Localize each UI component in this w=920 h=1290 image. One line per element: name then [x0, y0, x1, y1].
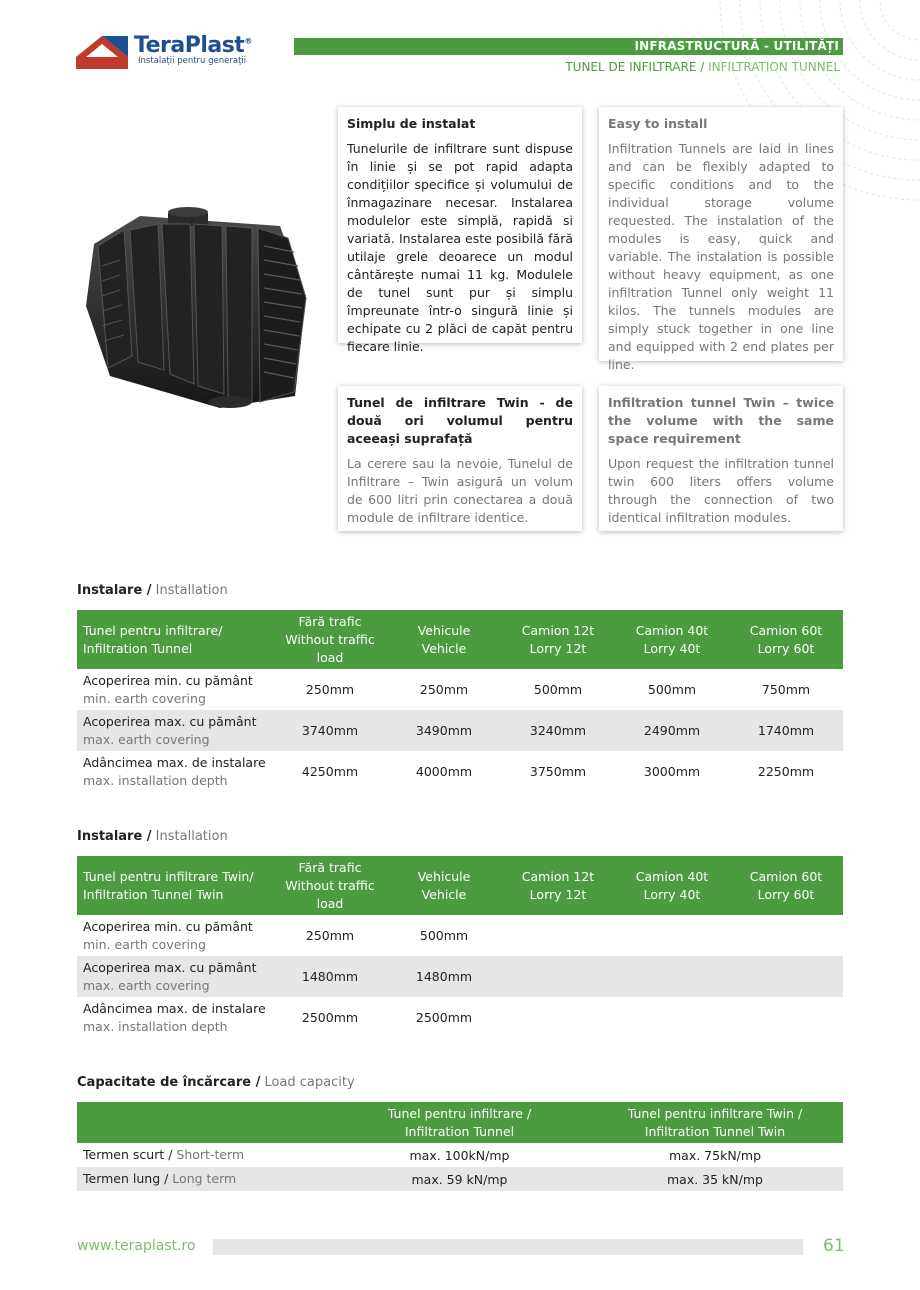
table-cell: 250mm: [305, 928, 355, 943]
table-cell: 3000mm: [643, 764, 701, 779]
table-cell: 2500mm: [415, 1010, 473, 1025]
table-cell: [615, 915, 729, 956]
section-installation-heading: [77, 583, 228, 598]
table-cell: [729, 997, 843, 1038]
table-row: [77, 997, 843, 1038]
table-cell: 1480mm: [273, 956, 387, 997]
box-twin-ro-body: La cerere sau la nevoie, Tunelul de Infiltrare – Twin asigură un volum de 600 litri prin conectarea a două module de infiltrare identice.: [347, 456, 573, 525]
section-heading-en: Installation: [151, 583, 228, 598]
row-label: Acoperirea max. cu pământ max. earth covering: [77, 956, 273, 997]
category-title: INFRASTRUCTURĂ - UTILITĂȚI: [634, 39, 839, 53]
table-header-cell: Camion 40t Lorry 40t: [615, 856, 729, 915]
load-capacity-table: [77, 1102, 843, 1191]
row-label: Acoperirea min. cu pământ min. earth covering: [83, 672, 253, 706]
row-label: Adâncimea max. de instalare max. installation depth: [83, 1000, 266, 1034]
table-cell: [729, 956, 843, 997]
table-header-row: [77, 856, 843, 915]
table-cell: [615, 956, 729, 997]
table-row: [77, 710, 843, 751]
table-header-cell: Tunel pentru infiltrare/ Infiltration Tunnel: [77, 610, 273, 669]
table-cell: 250mm: [419, 682, 469, 697]
table-cell: 3490mm: [387, 710, 501, 751]
footer-website-link[interactable]: www.teraplast.ro: [77, 1238, 196, 1254]
row-label: Termen scurt / Short-term: [83, 1147, 245, 1162]
table-cell: 500mm: [647, 682, 697, 697]
box-twin-en-body: Upon request the infiltration tunnel twin 600 liters offers volume through the connection of two identical infiltration modules.: [608, 456, 834, 525]
table-cell: 750mm: [761, 682, 811, 697]
table-header-row: [77, 610, 843, 669]
box-twin-ro: [338, 386, 582, 531]
section-load-capacity-heading: [77, 1075, 355, 1090]
row-label: Termen lung / Long term: [77, 1167, 332, 1191]
table-cell: max. 59 kN/mp: [332, 1167, 587, 1191]
table-row: [77, 751, 843, 792]
category-band: [294, 38, 843, 55]
table-header-cell: [77, 1102, 332, 1143]
table-cell: max. 75kN/mp: [669, 1147, 761, 1163]
table-cell: max. 100kN/mp: [409, 1147, 510, 1163]
table-cell: 2500mm: [301, 1010, 359, 1025]
infiltration-tunnel-image: [80, 206, 312, 412]
section-heading-en: Installation: [151, 829, 228, 844]
table-cell: 500mm: [533, 682, 583, 697]
table-cell: [615, 997, 729, 1038]
section-heading-ro: Capacitate de încărcare /: [77, 1075, 261, 1090]
table-cell: max. 35 kN/mp: [587, 1167, 843, 1191]
table-cell: [501, 956, 615, 997]
footer-divider-bar: [213, 1239, 803, 1255]
table-cell: [729, 915, 843, 956]
box-install-en-title: Easy to install: [608, 116, 708, 131]
installation-twin-table: [77, 856, 843, 1038]
table-header-cell: Vehicule Vehicle: [387, 610, 501, 669]
table-header-cell: Vehicule Vehicle: [387, 856, 501, 915]
box-install-en-body: Infiltration Tunnels are laid in lines and can be flexibly adapted to specific conditions and to the individual storage volume requested. The instalation of the modules is easy, quick and variable. The instalation is possible without heavy equipment, as one infiltration Tunnel only weight 11 kilos. The tunnels modules are simply stuck together in one line and equipped with 2 end plates per line.: [608, 141, 834, 372]
table-header-cell: Camion 60t Lorry 60t: [729, 856, 843, 915]
table-cell: 3750mm: [529, 764, 587, 779]
row-label: Adâncimea max. de instalare max. installation depth: [83, 754, 266, 788]
table-row: [77, 669, 843, 710]
teraplast-logo: [76, 33, 252, 70]
installation-table: [77, 610, 843, 792]
table-header-cell: Camion 60t Lorry 60t: [729, 610, 843, 669]
table-cell: [501, 997, 615, 1038]
table-cell: 250mm: [305, 682, 355, 697]
table-header-cell: Fără trafic Without traffic load: [273, 610, 387, 669]
page-number: 61: [823, 1236, 845, 1256]
box-twin-en-title: Infiltration tunnel Twin – twice the volume with the same space requirement: [608, 395, 834, 446]
page-subtitle: [565, 60, 840, 74]
row-label: Acoperirea max. cu pământ max. earth covering: [77, 710, 273, 751]
table-cell: 2250mm: [757, 764, 815, 779]
table-cell: 2490mm: [615, 710, 729, 751]
box-install-ro: [338, 107, 582, 354]
table-cell: 3740mm: [273, 710, 387, 751]
table-header-cell: Tunel pentru infiltrare / Infiltration Tunnel: [332, 1102, 587, 1143]
table-cell: 500mm: [419, 928, 469, 943]
box-install-ro-body: Tunelurile de infiltrare sunt dispuse în linie și se pot rapid adapta condițiilor specifice și volumului de înmagazinare necesar. Instalarea modulelor este simplă, rapidă si variată. Instalarea este posibilă fără utilaje grele deoarece un modul cântărește numai 11 kg. Modulele de tunel sunt pur și simplu împreunate într-o singură linie și echipate cu 2 plăci de capăt pentru fiecare linie.: [347, 141, 573, 354]
section-heading-ro: Instalare /: [77, 583, 152, 598]
table-row: [77, 1167, 843, 1191]
section-heading-en: Load capacity: [260, 1075, 355, 1090]
box-twin-en: [599, 386, 843, 531]
logo-brand-text: TeraPlast®: [134, 33, 252, 58]
table-header-cell: Camion 12t Lorry 12t: [501, 856, 615, 915]
table-header-cell: Tunel pentru infiltrare Twin/ Infiltration Tunnel Twin: [77, 856, 273, 915]
table-cell: [501, 915, 615, 956]
table-header-cell: Tunel pentru infiltrare Twin / Infiltration Tunnel Twin: [587, 1102, 843, 1143]
table-cell: 4250mm: [301, 764, 359, 779]
table-cell: 4000mm: [415, 764, 473, 779]
table-cell: 3240mm: [501, 710, 615, 751]
box-install-ro-title: Simplu de instalat: [347, 116, 476, 131]
row-label: Acoperirea min. cu pământ min. earth covering: [83, 918, 253, 952]
box-install-en: [599, 107, 843, 372]
table-header-cell: Camion 40t Lorry 40t: [615, 610, 729, 669]
table-row: [77, 1143, 843, 1167]
section-installation-twin-heading: [77, 829, 228, 844]
subtitle-ro: TUNEL DE INFILTRARE /: [565, 60, 705, 74]
table-cell: 1480mm: [387, 956, 501, 997]
table-header-row: [77, 1102, 843, 1143]
subtitle-en: INFILTRATION TUNNEL: [704, 60, 840, 74]
table-header-cell: Fără trafic Without traffic load: [273, 856, 387, 915]
table-cell: 1740mm: [729, 710, 843, 751]
section-heading-ro: Instalare /: [77, 829, 152, 844]
logo-tagline: Instalații pentru generații: [138, 56, 247, 66]
table-header-cell: Camion 12t Lorry 12t: [501, 610, 615, 669]
table-row: [77, 956, 843, 997]
table-row: [77, 915, 843, 956]
logo-since-text: since 1896: [86, 59, 117, 65]
box-twin-ro-title: Tunel de infiltrare Twin - de două ori volumul pentru aceeași suprafață: [347, 395, 573, 446]
